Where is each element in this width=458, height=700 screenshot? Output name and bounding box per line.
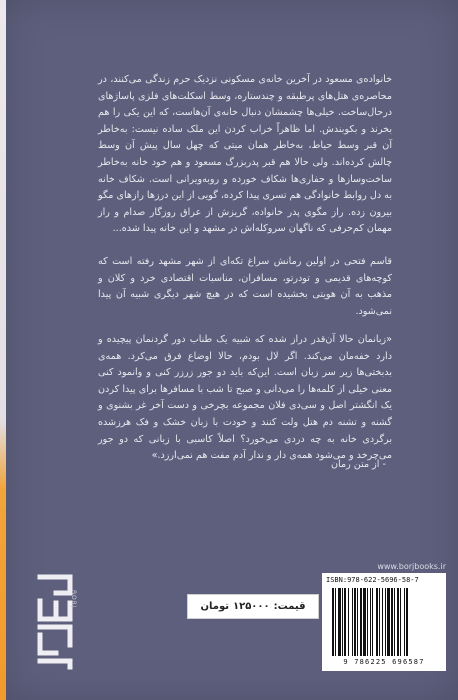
publisher-logo-icon (36, 573, 74, 671)
synopsis-paragraph: خانواده‌ی مسعود در آخرین خانه‌ی مسکونی نزدیک حرم زندگی می‌کنند، در محاصره‌ی هتل‌های پرطبقه و چندستاره، وسط اسکلت‌های فلزی پاساژهای درحال‌ساخت. خیلی‌ها چشمشان دنبال خانه‌ی آن‌هاست، که این یکی را هم بخرند و بکوبندش. اما ظاهراً خراب کردن این ملک ساده نیست: به‌خاطر آن قبر وسط حیاط، به‌خاطر همان میتی که چهل سال پیش آن وسط چالش کرده‌اند. ولی حالا هم قبر پدربزرگ مسعود و هم خود خانه به‌خاطر ساخت‌وسازها و حفاری‌ها شکاف خورده و روبه‌ویرانی است. شکاف خانه به دل روابط خانوادگی هم تسری پیدا کرده، گویی از این درزها رازهای مگو بیرون زده. راز مگوی پدر خانواده، گریزش از عراق روزگار صدام و راز مهمان کم‌حرفی که ناگهان سروکله‌اش در مشهد و این خانه پیدا شده... (98, 74, 392, 235)
price-box (187, 594, 319, 619)
author-paragraph: قاسم فتحی در اولین رمانش سراغ تکه‌ای از شهر مشهد رفته است که کوچه‌های قدیمی و تودرتو، مسافران، مناسبات اقتصادی خرد و کلان و مذهب به آن هویتی بخشیده است که در هیچ شهر دیگری شبیه آن پیدا نمی‌شود. (98, 256, 392, 317)
back-cover (6, 0, 458, 700)
barcode-panel (322, 573, 446, 671)
excerpt-source: - از متن رمان (331, 459, 386, 470)
price-amount: ۱۲۵۰۰۰ (232, 601, 270, 612)
excerpt-paragraph: «زبانمان حالا آن‌قدر دراز شده که شبیه یک طناب دور گردنمان پیچیده و دارد خفه‌مان می‌کند. اگر لال بودم، حالا اوضاع فرق می‌کرد. همه‌ی بدبختی‌ها زیر سر زبان است. این‌که باید دو جور زرزر کنی و وانمود کنی معنی خیلی از کلمه‌ها را می‌دانی و صبح تا شب با مسافرها برای پیدا کردن یک انگشتر اصل و سی‌دی فلان مجموعه بچرخی و دست آخر غر بشنوی و گشنه و تشنه دم هتل ولت کنند و خودت با زبان خشک و فک هرزشده برگردی خانه به چه دردی می‌خورد؟ اصلاً کاسبی با زبانی که دو جور می‌چرخد و می‌شود همه‌ی دار و ندار آدم مفت هم نمی‌ارزد.» (98, 334, 392, 462)
isbn-text: ISBN:978-622-5696-58-7 (326, 576, 419, 584)
price-label: قیمت: (273, 601, 306, 612)
barcode-number: 9 786225 696587 (343, 658, 425, 666)
price-unit: تومان (200, 601, 229, 612)
barcode-icon (332, 588, 436, 656)
publisher-name: BORJ (70, 590, 77, 609)
publisher-website: www.borjbooks.ir (377, 562, 446, 571)
